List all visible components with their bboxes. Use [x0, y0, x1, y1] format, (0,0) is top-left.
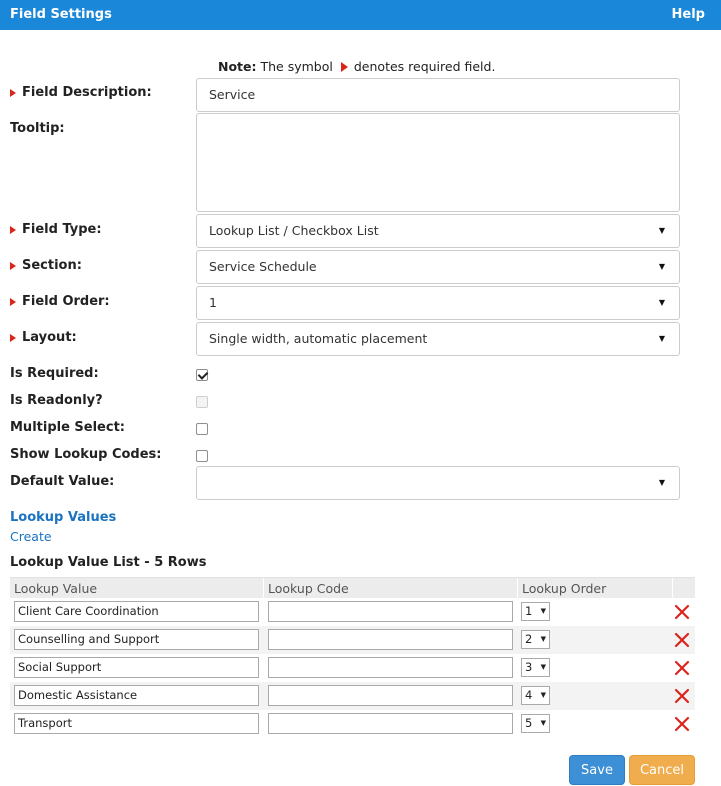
- lookup-code-input[interactable]: [268, 685, 513, 706]
- required-marker-icon: [10, 262, 16, 270]
- column-header-lookup-order: Lookup Order: [522, 581, 607, 596]
- is-required-label: Is Required:: [10, 366, 99, 381]
- delete-icon[interactable]: [673, 658, 691, 678]
- lookup-values-heading: Lookup Values: [10, 510, 117, 525]
- layout-select[interactable]: Single width, automatic placement ▼: [196, 322, 680, 356]
- table-row: [10, 654, 695, 682]
- lookup-order-select[interactable]: 3 ▼: [521, 658, 550, 677]
- table-header: [10, 577, 695, 598]
- chevron-down-icon: ▼: [658, 334, 665, 343]
- default-value-label: Default Value:: [10, 474, 115, 489]
- tooltip-label: Tooltip:: [10, 121, 65, 136]
- create-link[interactable]: Create: [10, 529, 52, 544]
- field-type-label: Field Type:: [10, 222, 102, 237]
- chevron-down-icon: ▼: [540, 663, 546, 671]
- section-label: Section:: [10, 258, 82, 273]
- lookup-value-input[interactable]: Transport: [14, 713, 259, 734]
- required-note: [218, 59, 495, 74]
- field-description-input[interactable]: Service: [196, 78, 680, 112]
- column-header-lookup-code: Lookup Code: [268, 581, 349, 596]
- lookup-order-select[interactable]: 5 ▼: [521, 714, 550, 733]
- lookup-list-title: Lookup Value List - 5 Rows: [10, 555, 207, 570]
- lookup-order-select[interactable]: 1 ▼: [521, 602, 550, 621]
- lookup-code-input[interactable]: [268, 629, 513, 650]
- field-order-select[interactable]: 1 ▼: [196, 286, 680, 320]
- column-header-lookup-value: Lookup Value: [14, 581, 98, 596]
- chevron-down-icon: ▼: [658, 478, 665, 487]
- delete-icon[interactable]: [673, 602, 691, 622]
- help-link[interactable]: Help: [671, 7, 705, 22]
- table-row: [10, 626, 695, 654]
- chevron-down-icon: ▼: [658, 298, 665, 307]
- field-type-select[interactable]: Lookup List / Checkbox List ▼: [196, 214, 680, 248]
- lookup-code-input[interactable]: [268, 601, 513, 622]
- lookup-value-input[interactable]: Domestic Assistance: [14, 685, 259, 706]
- required-marker-icon: [341, 62, 348, 72]
- multiple-select-label: Multiple Select:: [10, 420, 125, 435]
- chevron-down-icon: ▼: [658, 262, 665, 271]
- save-button[interactable]: Save: [569, 755, 625, 785]
- cancel-button[interactable]: Cancel: [629, 755, 695, 785]
- required-marker-icon: [10, 89, 16, 97]
- note-text-before: The symbol: [260, 59, 333, 74]
- required-marker-icon: [10, 226, 16, 234]
- is-readonly-label: Is Readonly?: [10, 393, 103, 408]
- layout-label: Layout:: [10, 330, 77, 345]
- table-row: [10, 598, 695, 626]
- delete-icon[interactable]: [673, 686, 691, 706]
- show-lookup-codes-checkbox[interactable]: [196, 450, 208, 462]
- required-marker-icon: [10, 298, 16, 306]
- show-lookup-codes-label: Show Lookup Codes:: [10, 447, 162, 462]
- lookup-value-input[interactable]: Client Care Coordination: [14, 601, 259, 622]
- is-required-checkbox[interactable]: [196, 369, 208, 381]
- lookup-value-input[interactable]: Social Support: [14, 657, 259, 678]
- required-marker-icon: [10, 334, 16, 342]
- default-value-select[interactable]: [196, 466, 680, 500]
- chevron-down-icon: ▼: [540, 635, 546, 643]
- chevron-down-icon: ▼: [540, 719, 546, 727]
- table-row: [10, 710, 695, 738]
- field-description-label: Field Description:: [10, 85, 152, 100]
- tooltip-textarea[interactable]: [196, 113, 680, 212]
- delete-icon[interactable]: [673, 714, 691, 734]
- multiple-select-checkbox[interactable]: [196, 423, 208, 435]
- lookup-order-select[interactable]: 2 ▼: [521, 630, 550, 649]
- lookup-code-input[interactable]: [268, 713, 513, 734]
- lookup-code-input[interactable]: [268, 657, 513, 678]
- window-title: Field Settings: [10, 7, 112, 22]
- section-select[interactable]: Service Schedule ▼: [196, 250, 680, 284]
- title-bar: [0, 0, 721, 30]
- note-prefix: Note:: [218, 59, 257, 74]
- chevron-down-icon: ▼: [540, 691, 546, 699]
- table-row: [10, 682, 695, 710]
- chevron-down-icon: ▼: [658, 226, 665, 235]
- is-readonly-checkbox: [196, 396, 208, 408]
- chevron-down-icon: ▼: [540, 607, 546, 615]
- lookup-order-select[interactable]: 4 ▼: [521, 686, 550, 705]
- delete-icon[interactable]: [673, 630, 691, 650]
- note-text-after: denotes required field.: [353, 59, 496, 74]
- lookup-value-input[interactable]: Counselling and Support: [14, 629, 259, 650]
- field-order-label: Field Order:: [10, 294, 110, 309]
